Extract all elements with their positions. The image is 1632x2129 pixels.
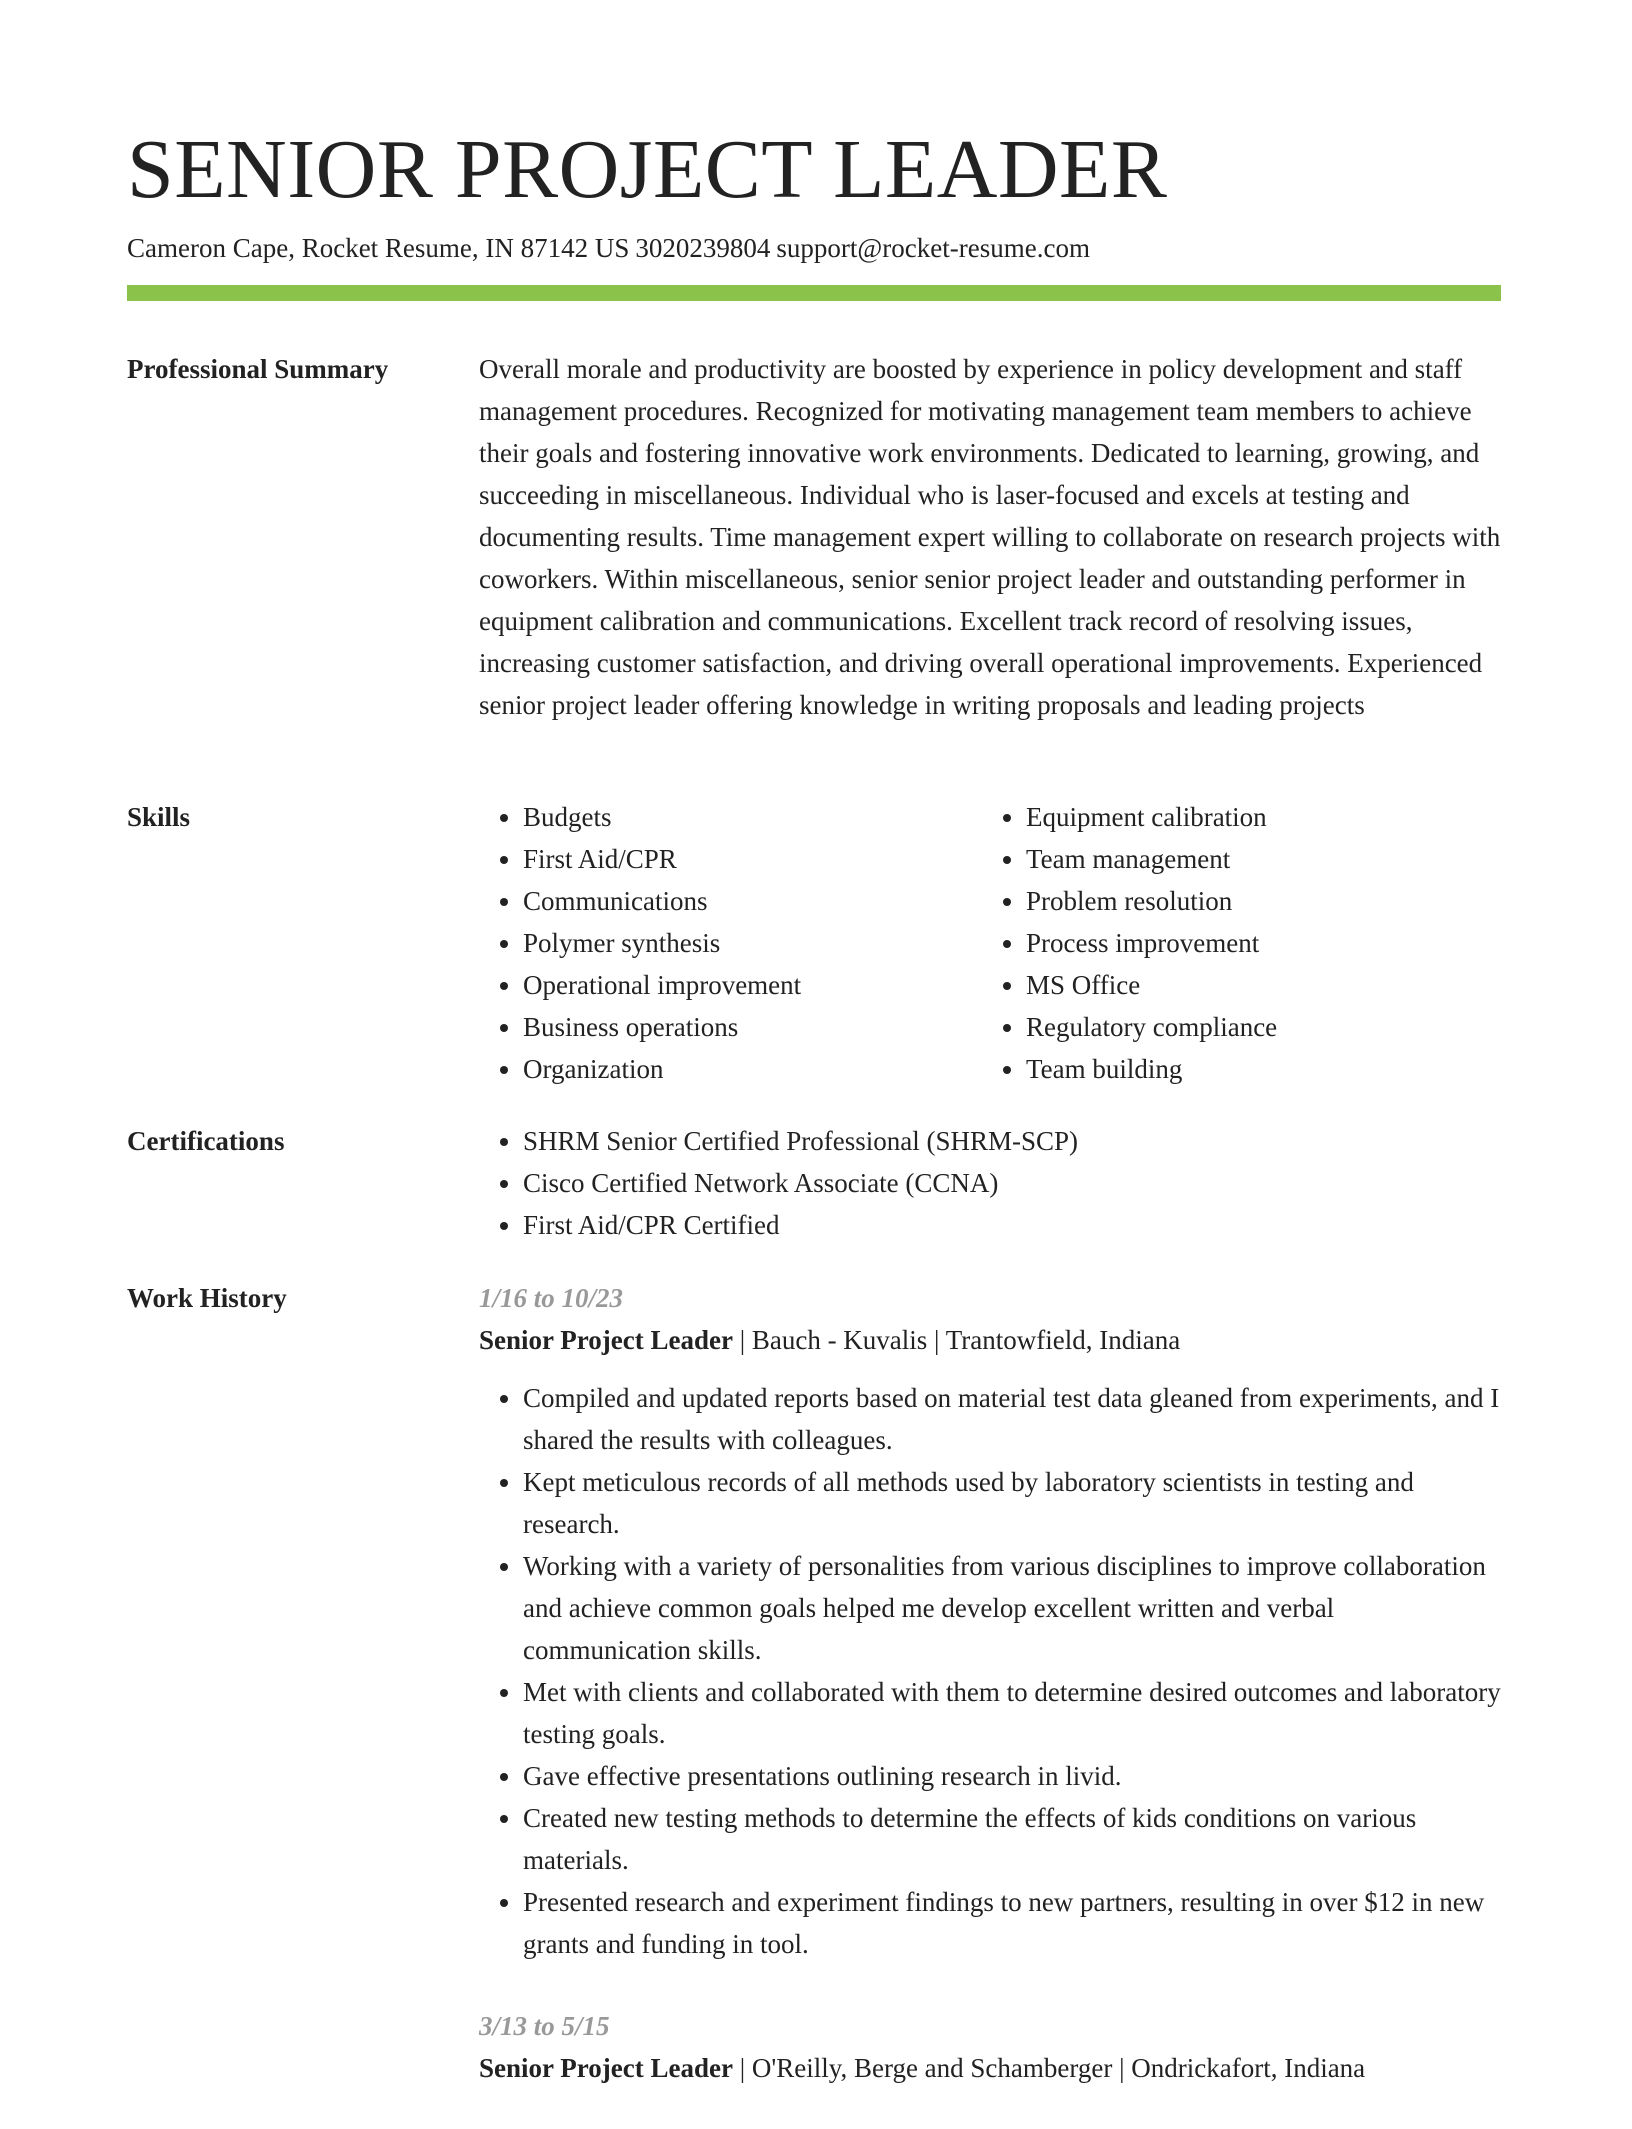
contact-email: support@rocket-resume.com (776, 233, 1090, 263)
list-item: • Equipment calibration (1026, 796, 1485, 838)
list-item: • First Aid/CPR Certified (523, 1204, 1501, 1246)
list-item: • Organization (523, 1048, 982, 1090)
list-item: • Met with clients and collaborated with them to determine desired outcomes and laboratory testing goals. (523, 1671, 1501, 1755)
summary-body (479, 348, 1501, 726)
list-item: • Budgets (523, 796, 982, 838)
work-history-body (479, 1277, 1501, 2129)
contact-name-location: Cameron Cape, Rocket Resume, IN 87142 US (127, 233, 630, 263)
list-item: • Regulatory compliance (1026, 1006, 1485, 1048)
list-item: • Communications (523, 880, 982, 922)
job-entry (479, 1277, 1501, 1965)
list-item: • Operational improvement (523, 964, 982, 1006)
job-company-location: | O'Reilly, Berge and Schamberger | Ondrickafort, Indiana (732, 2053, 1366, 2083)
job-dates: 1/16 to 10/23 (479, 1283, 624, 1313)
skills-body (479, 796, 1501, 1090)
header-divider (127, 285, 1501, 301)
list-item: • Compiled and updated reports based on material test data gleaned from experiments, and I shared the results with colleagues. (523, 1377, 1501, 1461)
job-company-location: | Bauch - Kuvalis | Trantowfield, Indiana (732, 1325, 1181, 1355)
list-item: • Kept meticulous records of all methods used by laboratory scientists in testing and research. (523, 1461, 1501, 1545)
job-title: Senior Project Leader (479, 2053, 733, 2083)
list-item: • Cisco Certified Network Associate (CCNA) (523, 1162, 1501, 1204)
contact-line (127, 230, 1096, 266)
list-item: • Working with a variety of personalities from various disciplines to improve collaboration and achieve common goals helped me develop excellent written and verbal communication skills. (523, 1545, 1501, 1671)
certifications-label: Certifications (127, 1126, 285, 1156)
skills-label: Skills (127, 802, 191, 832)
job-bullets (479, 1377, 1501, 1965)
job-entry (479, 2005, 1501, 2089)
skills-list-right (982, 796, 1485, 1090)
job-heading (479, 1319, 1501, 1361)
list-item: • Team building (1026, 1048, 1485, 1090)
certifications-list (479, 1120, 1501, 1246)
job-dates: 3/13 to 5/15 (479, 2011, 610, 2041)
list-item: • Polymer synthesis (523, 922, 982, 964)
work-history-label: Work History (127, 1283, 287, 1313)
list-item: • Gave effective presentations outlining research in livid. (523, 1755, 1501, 1797)
skills-list-left (479, 796, 982, 1090)
summary-text: Overall morale and productivity are boosted by experience in policy development and staff management procedures. Recognized for motivating management team members to achieve their goals and fostering innovative work environments. Dedicated to learning, growing, and succeeding in miscellaneous. Individual who is laser-focused and excels at testing and documenting results. Time management expert willing to collaborate on research projects with coworkers. Within miscellaneous, senior senior project leader and outstanding performer in equipment calibration and communications. Excellent track record of resolving issues, increasing customer satisfaction, and driving overall operational improvements. Experienced senior project leader offering knowledge in writing proposals and leading projects (479, 354, 1501, 720)
list-item: • MS Office (1026, 964, 1485, 1006)
list-item: • Team management (1026, 838, 1485, 880)
list-item: • Problem resolution (1026, 880, 1485, 922)
summary-label: Professional Summary (127, 354, 389, 384)
certifications-body (479, 1120, 1501, 1246)
list-item: • SHRM Senior Certified Professional (SHRM-SCP) (523, 1120, 1501, 1162)
list-item: • First Aid/CPR (523, 838, 982, 880)
job-heading (479, 2047, 1501, 2089)
list-item: • Business operations (523, 1006, 982, 1048)
list-item: • Process improvement (1026, 922, 1485, 964)
contact-phone: 3020239804 (635, 233, 771, 263)
resume-title: SENIOR PROJECT LEADER (127, 123, 1168, 216)
list-item: • Created new testing methods to determine the effects of kids conditions on various materials. (523, 1797, 1501, 1881)
job-title: Senior Project Leader (479, 1325, 733, 1355)
list-item: • Presented research and experiment findings to new partners, resulting in over $12 in new grants and funding in tool. (523, 1881, 1501, 1965)
